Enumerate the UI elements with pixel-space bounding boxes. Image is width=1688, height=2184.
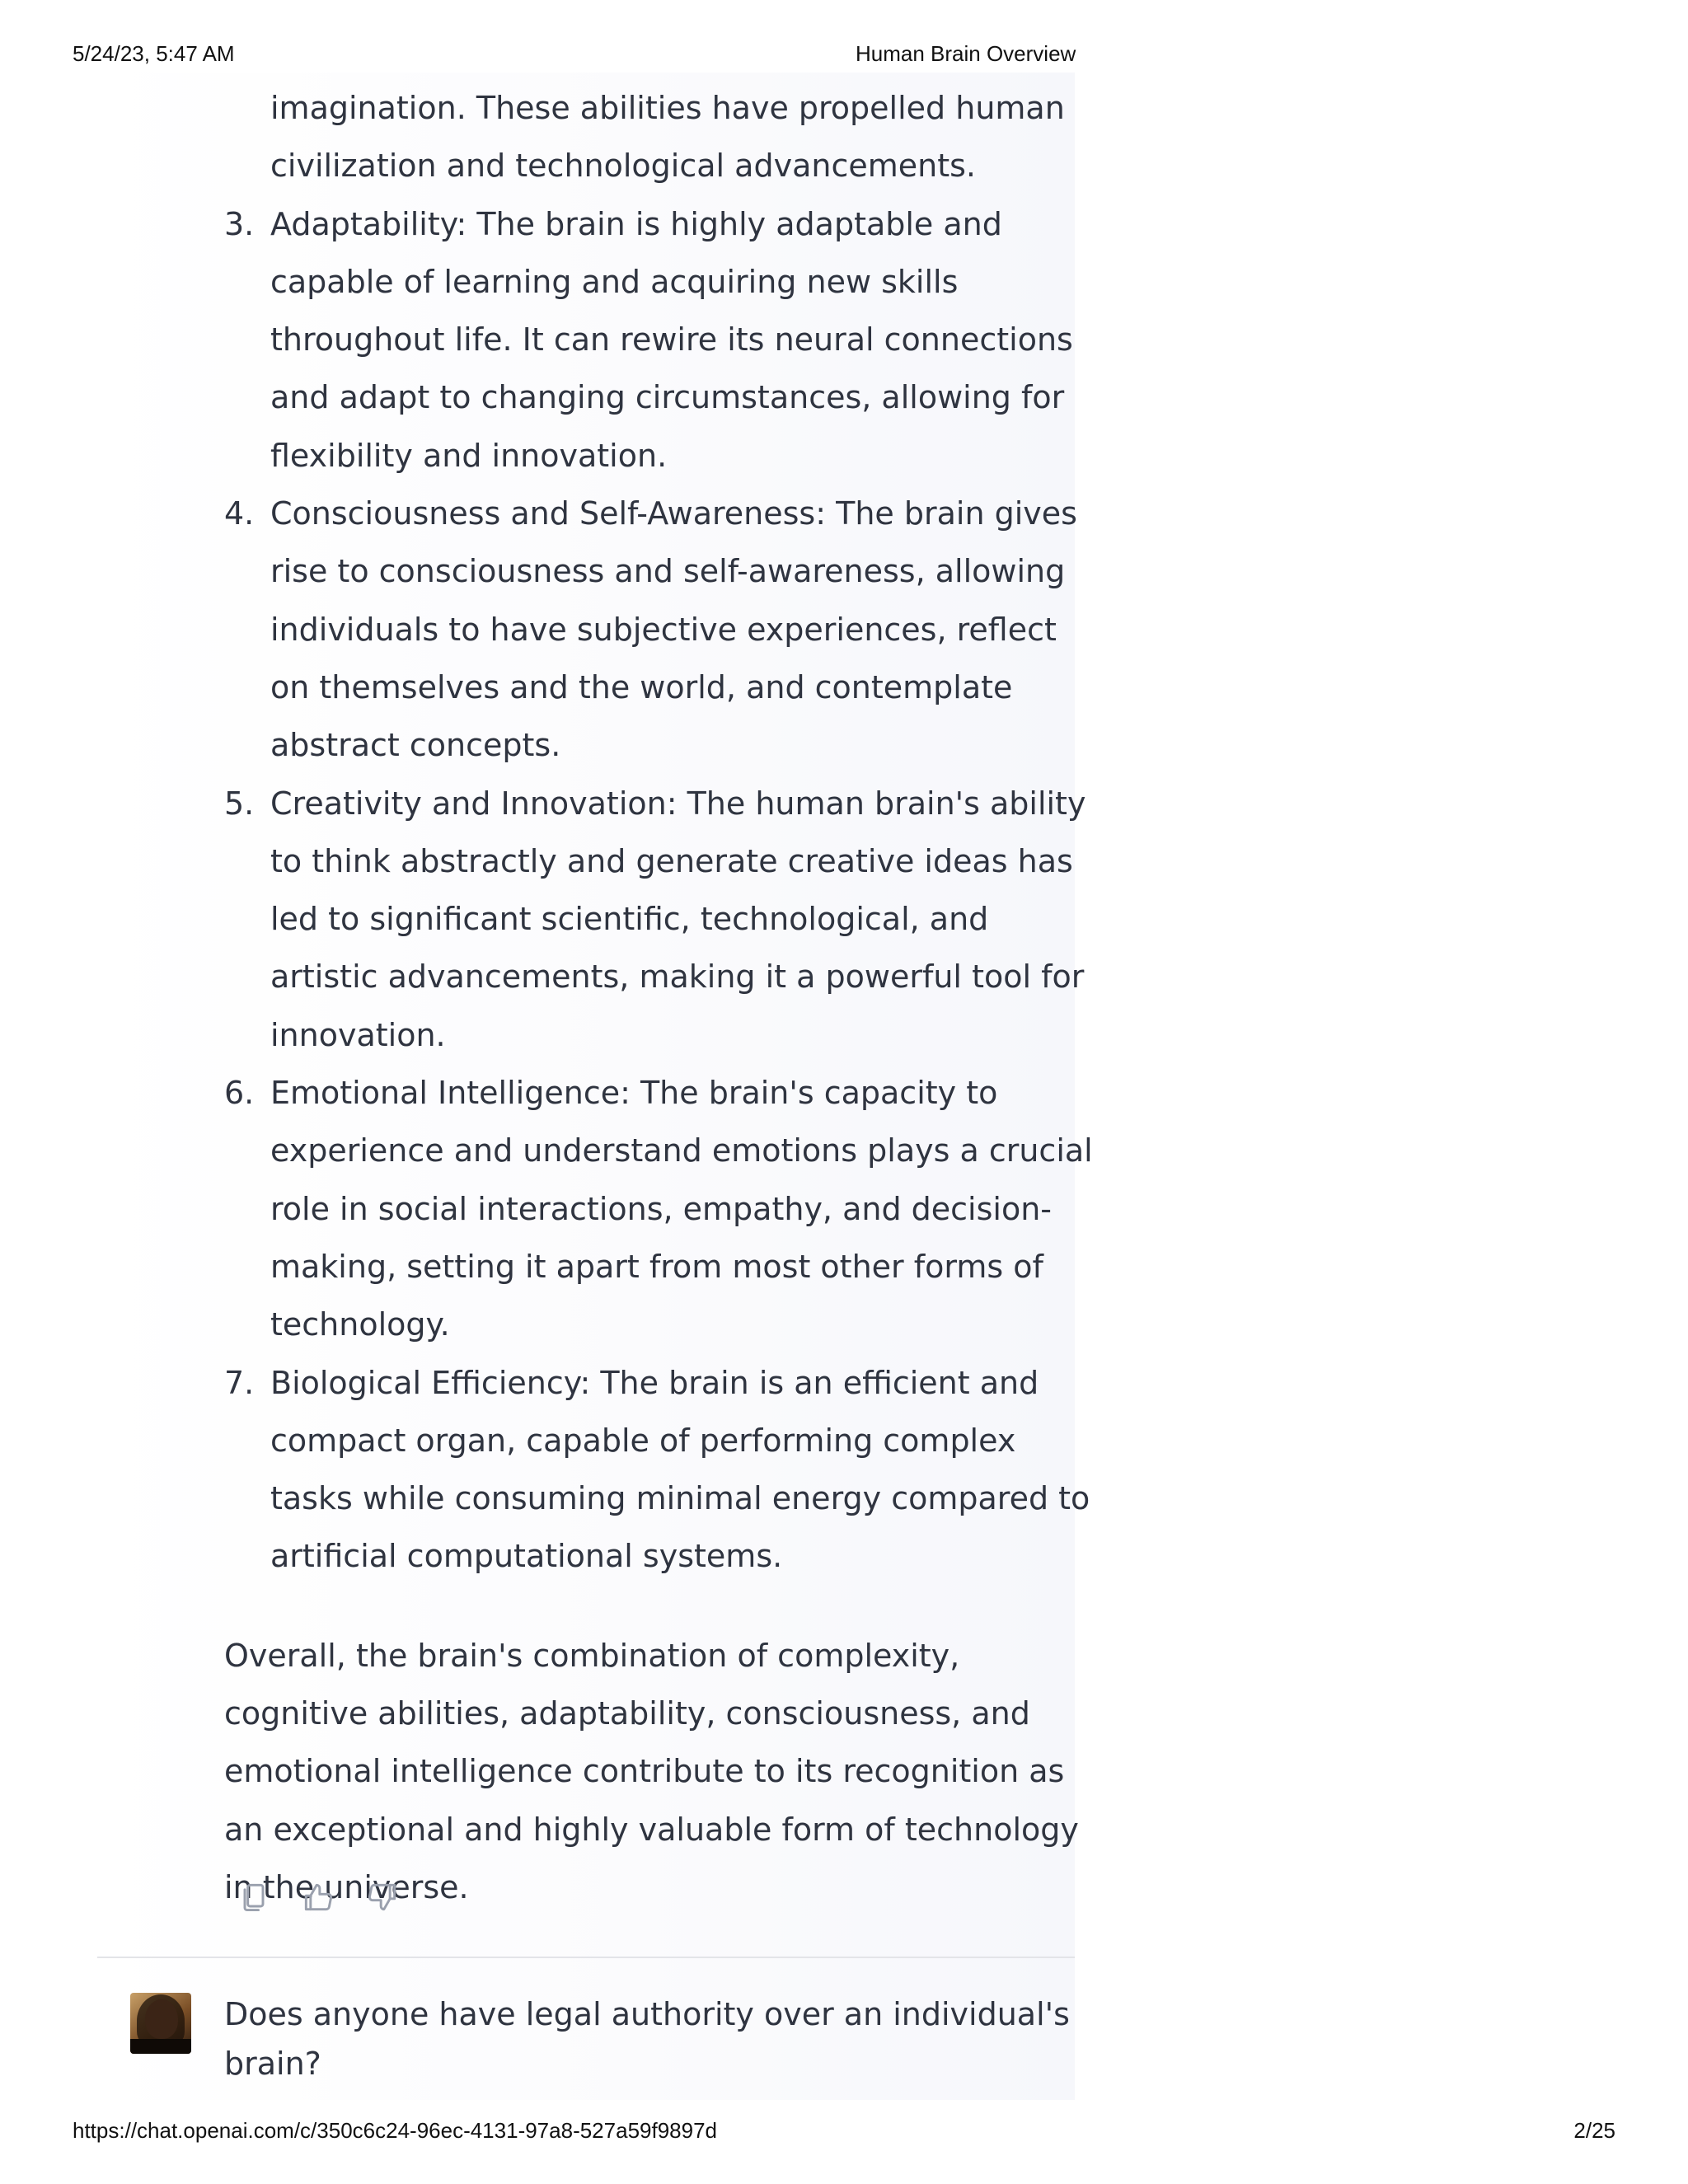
list-line: led to significant scientific, technological, and bbox=[270, 901, 989, 938]
list-line: making, setting it apart from most other forms of bbox=[270, 1248, 1043, 1285]
list-line: rise to consciousness and self-awareness, allowing bbox=[270, 553, 1066, 590]
paragraph-line: emotional intelligence contribute to its recognition as bbox=[224, 1753, 1065, 1790]
thumbs-up-icon[interactable] bbox=[300, 1879, 336, 1915]
list-item bbox=[224, 1354, 1090, 1586]
print-datetime: 5/24/23, 5:47 AM bbox=[73, 41, 235, 66]
list-line: artistic advancements, making it a powerful tool for bbox=[270, 958, 1085, 996]
user-message-line: Does anyone have legal authority over an individual's bbox=[224, 1996, 1070, 2032]
page-url: https://chat.openai.com/c/350c6c24-96ec-4131-97a8-527a59f9897d bbox=[73, 2118, 718, 2143]
list-line bbox=[224, 485, 1077, 542]
message-divider bbox=[97, 1957, 1075, 1958]
assistant-message bbox=[224, 79, 1093, 1916]
list-item bbox=[224, 79, 1065, 195]
paragraph-line: an exceptional and highly valuable form of technology bbox=[224, 1811, 1079, 1848]
list-line bbox=[224, 775, 1086, 832]
print-header bbox=[73, 41, 1615, 68]
list-number: 7. bbox=[224, 1364, 255, 1401]
list-number: 4. bbox=[224, 495, 255, 532]
list-text: Emotional Intelligence: The brain's capacity to bbox=[270, 1075, 998, 1112]
list-line: on themselves and the world, and contemplate bbox=[270, 668, 1013, 705]
list-line: experience and understand emotions plays a crucial bbox=[270, 1132, 1093, 1169]
user-avatar bbox=[130, 1993, 191, 2054]
list-number: 3. bbox=[224, 205, 255, 242]
print-footer bbox=[73, 2118, 1615, 2144]
list-line: imagination. These abilities have propelled human bbox=[270, 90, 1065, 126]
list-text: Consciousness and Self-Awareness: The brain gives bbox=[270, 495, 1077, 532]
summary-paragraph bbox=[224, 1627, 1079, 1916]
list-line: artificial computational systems. bbox=[270, 1538, 783, 1575]
list-text: Biological Efficiency: The brain is an efficient and bbox=[270, 1364, 1039, 1401]
list-number: 5. bbox=[224, 785, 255, 822]
list-line: innovation. bbox=[270, 1016, 446, 1053]
list-line bbox=[224, 1064, 1040, 1122]
list-line: and adapt to changing circumstances, allowing for bbox=[270, 379, 1065, 416]
paragraph-line: Overall, the brain's combination of complexity, bbox=[224, 1637, 960, 1674]
list-line: role in social interactions, empathy, and decision- bbox=[270, 1190, 1053, 1227]
list-text: Adaptability: The brain is highly adaptable and bbox=[270, 205, 1002, 242]
message-actions bbox=[236, 1879, 401, 1915]
list-number: 6. bbox=[224, 1075, 255, 1112]
list-line bbox=[224, 195, 1040, 253]
list-item bbox=[224, 195, 1073, 485]
paragraph-spacer bbox=[224, 1586, 1040, 1627]
copy-icon[interactable] bbox=[236, 1879, 272, 1915]
list-line: abstract concepts. bbox=[270, 727, 561, 764]
list-line: to think abstractly and generate creative ideas has bbox=[270, 842, 1073, 879]
list-text: Creativity and Innovation: The human brain's ability bbox=[270, 785, 1086, 822]
list-line: throughout life. It can rewire its neural connections bbox=[270, 321, 1073, 359]
list-line: flexibility and innovation. bbox=[270, 437, 668, 474]
list-line: tasks while consuming minimal energy compared to bbox=[270, 1480, 1090, 1517]
list-line: technology. bbox=[270, 1306, 450, 1343]
thumbs-down-icon[interactable] bbox=[364, 1879, 401, 1915]
list-line bbox=[224, 1354, 1040, 1412]
paragraph-line: in the universe. bbox=[224, 1868, 469, 1905]
list-item bbox=[224, 775, 1086, 1064]
list-item bbox=[224, 1064, 1093, 1353]
list-item bbox=[224, 485, 1077, 774]
page-number: 2/25 bbox=[1573, 2118, 1615, 2143]
list-line: individuals to have subjective experiences, reflect bbox=[270, 611, 1057, 648]
list-line: compact organ, capable of performing complex bbox=[270, 1422, 1016, 1459]
document-title: Human Brain Overview bbox=[856, 41, 1076, 66]
user-message-line: brain? bbox=[224, 2046, 321, 2082]
user-message-text bbox=[224, 1990, 1070, 2088]
list-line: capable of learning and acquiring new skills bbox=[270, 263, 959, 300]
list-line: civilization and technological advancements. bbox=[270, 148, 976, 185]
paragraph-line: cognitive abilities, adaptability, consciousness, and bbox=[224, 1695, 1030, 1732]
